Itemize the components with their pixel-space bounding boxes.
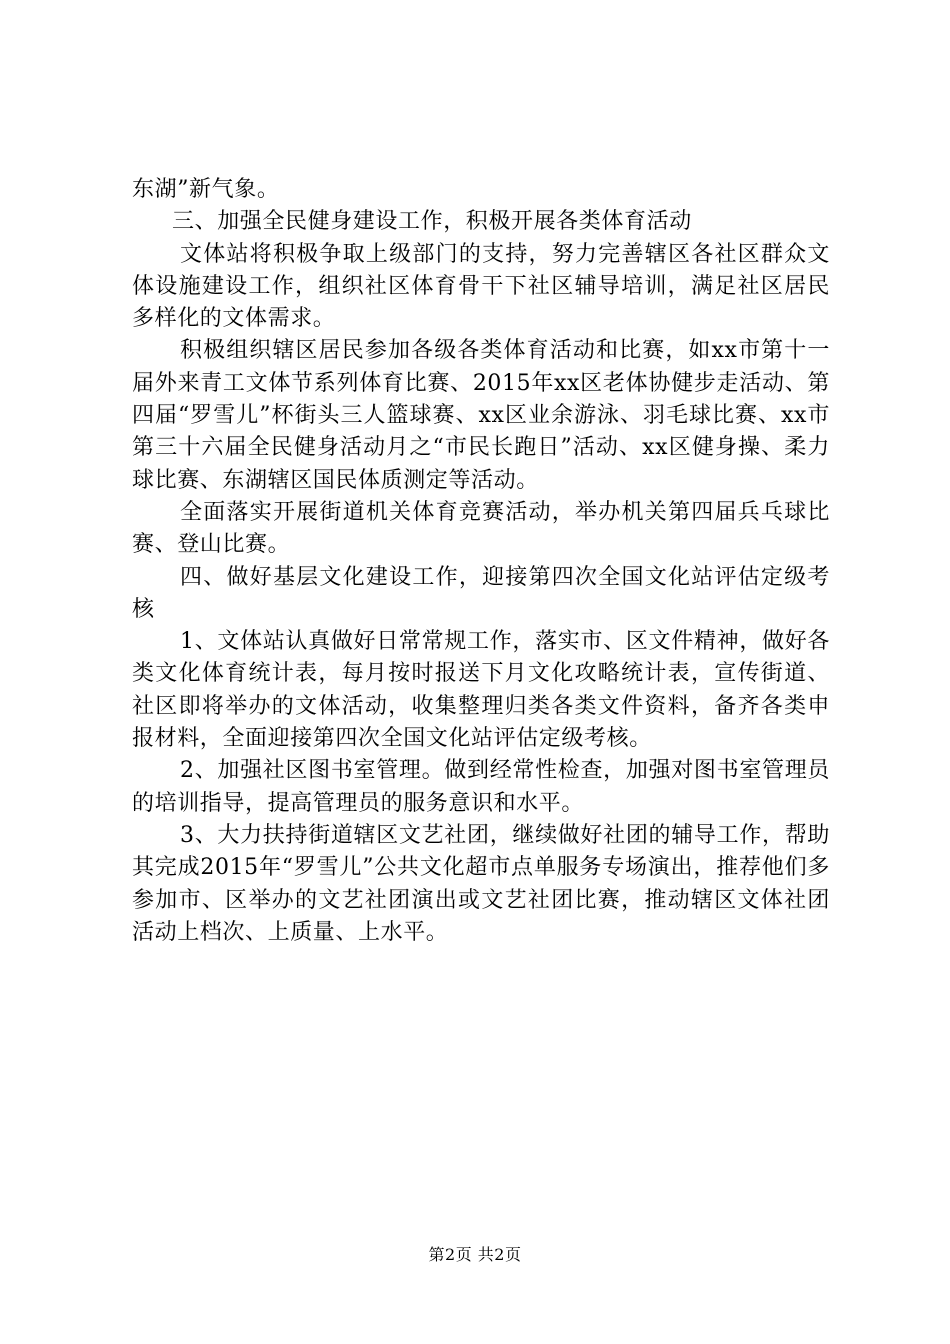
- paragraph-item-1: 1、文体站认真做好日常常规工作，落实市、区文件精神，做好各类文化体育统计表，每月按时报送下月文化攻略统计表，宣传街道、社区即将举办的文体活动，收集整理归类各类文件资料，备齐各类申报材料，全面迎接第四次全国文化站评估定级考核。: [132, 629, 830, 752]
- document-body: [132, 174, 830, 949]
- paragraph-facilities: 文体站将积极争取上级部门的支持，努力完善辖区各社区群众文体设施建设工作，组织社区体育骨干下社区辅导培训，满足社区居民多样化的文体需求。: [132, 241, 830, 332]
- paragraph-sports-events: 积极组织辖区居民参加各级各类体育活动和比赛，如xx市第十一届外来青工文体节系列体育比赛、2015年xx区老体协健步走活动、第四届“罗雪儿”杯街头三人篮球赛、xx区业余游泳、羽毛球比赛、xx市第三十六届全民健身活动月之“市民长跑日”活动、xx区健身操、柔力球比赛、东湖辖区国民体质测定等活动。: [132, 338, 830, 493]
- paragraph-continuation: 东湖”新气象。: [132, 177, 280, 202]
- section-heading-3: 三、加强全民健身建设工作，积极开展各类体育活动: [172, 209, 692, 235]
- page-footer: [0, 1245, 950, 1265]
- page-number-label: 第2页 共2页: [428, 1245, 522, 1264]
- paragraph-item-2: 2、加强社区图书室管理。做到经常性检查，加强对图书室管理员的培训指导，提高管理员的服务意识和水平。: [132, 758, 830, 816]
- paragraph-agency-competitions: 全面落实开展街道机关体育竞赛活动，举办机关第四届兵乓球比赛、登山比赛。: [132, 499, 830, 558]
- section-heading-4: 四、做好基层文化建设工作，迎接第四次全国文化站评估定级考核: [132, 564, 830, 622]
- paragraph-item-3: 3、大力扶持街道辖区文艺社团，继续做好社团的辅导工作，帮助其完成2015年“罗雪儿”公共文化超市点单服务专场演出，推荐他们多参加市、区举办的文艺社团演出或文艺社团比赛，推动辖区文体社团活动上档次、上质量、上水平。: [132, 822, 830, 945]
